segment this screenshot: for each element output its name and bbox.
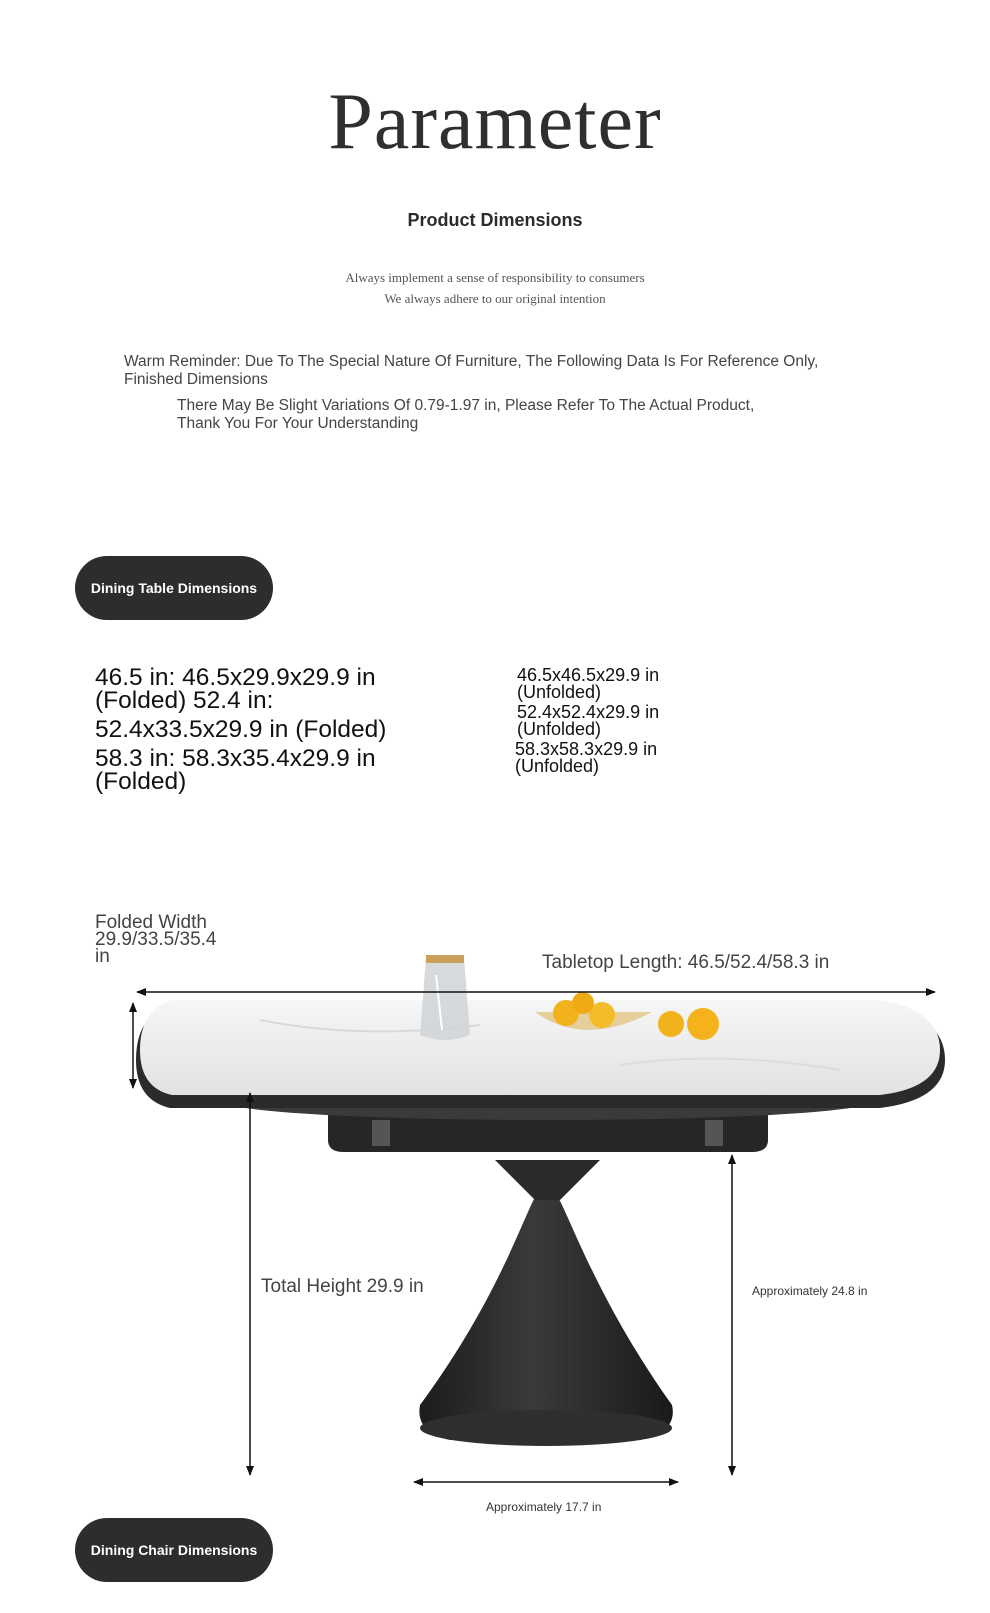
folded-dim-line-5: (Folded) bbox=[95, 768, 187, 795]
page-title: Parameter bbox=[328, 78, 662, 166]
unfolded-size-2: 52.4x52.4x29.9 in bbox=[517, 702, 660, 722]
tabletop-length-label: Tabletop Length: 46.5/52.4/58.3 in bbox=[542, 952, 830, 973]
reminder-line-4: Thank You For Your Understanding bbox=[177, 415, 419, 432]
folded-width-unit: in bbox=[95, 946, 110, 967]
unfolded-state-1: (Unfolded) bbox=[517, 682, 602, 702]
page-subtitle: Product Dimensions bbox=[407, 210, 583, 230]
motto-line-2: We always adhere to our original intention bbox=[384, 291, 606, 306]
unfolded-state-2: (Unfolded) bbox=[517, 719, 602, 739]
table-diagram bbox=[0, 880, 990, 1520]
unfolded-size-1: 46.5x46.5x29.9 in bbox=[517, 665, 660, 685]
total-height-label: Total Height 29.9 in bbox=[261, 1276, 424, 1297]
dining-table-dimensions-badge: Dining Table Dimensions bbox=[75, 556, 273, 620]
vase-decoration bbox=[420, 955, 470, 1040]
folded-dim-line-2: (Folded) 52.4 in: bbox=[95, 687, 274, 714]
folded-dim-line-3: 52.4x33.5x29.9 in (Folded) bbox=[95, 716, 387, 743]
motto-line-1: Always implement a sense of responsibility to consumers bbox=[345, 270, 645, 285]
table-base bbox=[419, 1160, 672, 1446]
folded-dim-line-1: 46.5 in: 46.5x29.9x29.9 in bbox=[95, 664, 376, 691]
folded-width-value: 29.9/33.5/35.4 bbox=[95, 929, 217, 950]
folded-width-label: Folded Width bbox=[95, 912, 207, 933]
folded-dim-line-4: 58.3 in: 58.3x35.4x29.9 in bbox=[95, 745, 376, 772]
base-width-label: Approximately 17.7 in bbox=[486, 1500, 602, 1514]
dining-chair-dimensions-badge: Dining Chair Dimensions bbox=[75, 1518, 273, 1582]
base-height-label: Approximately 24.8 in bbox=[752, 1284, 868, 1298]
reminder-line-2: Finished Dimensions bbox=[124, 371, 268, 388]
reminder-line-1: Warm Reminder: Due To The Special Nature Of Furniture, The Following Data Is For Reference Only, bbox=[124, 353, 819, 370]
table-top bbox=[136, 1000, 945, 1108]
reminder-line-3: There May Be Slight Variations Of 0.79-1.97 in, Please Refer To The Actual Product, bbox=[177, 397, 755, 414]
unfolded-size-3: 58.3x58.3x29.9 in bbox=[515, 739, 658, 759]
unfolded-state-3: (Unfolded) bbox=[515, 756, 600, 776]
